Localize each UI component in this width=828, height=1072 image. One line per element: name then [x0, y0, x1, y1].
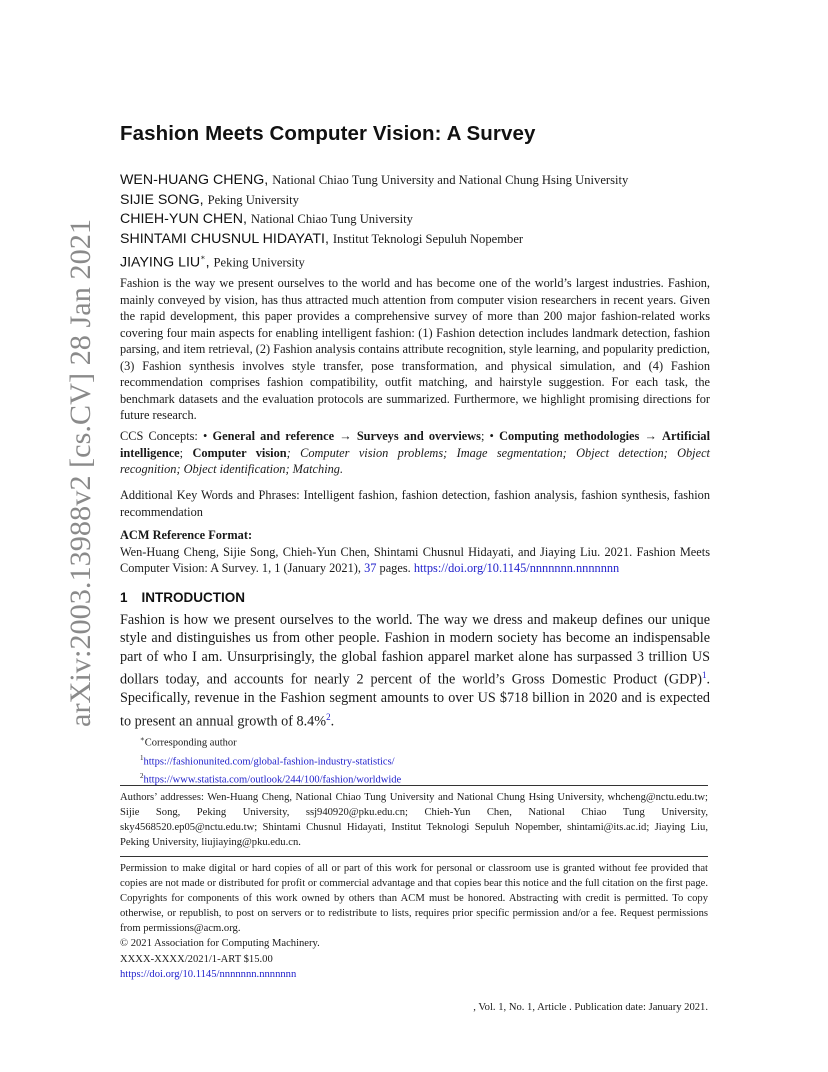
- author-name: CHIEH-YUN CHEN,: [120, 211, 247, 227]
- ccs-subconcepts: ; Computer vision problems; Image segmentation; Object detection; Object recognition; Object identification; Matching.: [120, 445, 710, 476]
- footnote-ref-2[interactable]: 2: [326, 711, 331, 722]
- keywords: Additional Key Words and Phrases: Intelligent fashion, fashion detection, fashion analysis, fashion synthesis, fashion recommendation: [120, 488, 710, 519]
- ccs-concept: Surveys and overviews: [356, 429, 481, 443]
- footnotes: [140, 732, 710, 788]
- ccs-concept: Computing methodologies: [499, 429, 640, 443]
- author-addresses: Authors’ addresses: Wen-Huang Cheng, National Chiao Tung University and National Chung Hsing University, whcheng@nctu.edu.tw; Sijie Song, Peking University, ssj940920@pku.edu.cn; Chieh-Yun Chen, National Chiao Tung University, sky4568520.ep05@nctu.edu.tw; Shintami Chusnul Hidayati, Institut Teknologi Sepuluh Nopember, shintami@its.ac.id; Jiaying Liu, Peking University, liujiaying@pku.edu.cn.: [120, 792, 708, 848]
- author-name: SHINTAMI CHUSNUL HIDAYATI,: [120, 230, 329, 247]
- arxiv-identifier: [54, 215, 104, 730]
- acm-reference: [120, 527, 710, 577]
- permission-notice: Permission to make digital or hard copies of all or part of this work for personal or classroom use is granted without fee provided that copies are not made or distributed for profit or commercial advantage and that copies bear this notice and the full citation on the first page. Copyrights for components of this work owned by others than ACM must be honored. Abstracting with credit is permitted. To copy otherwise, or republish, to post on servers or to redistribute to lists, requires prior specific permission and/or a fee. Request permissions from permissions@acm.org.: [120, 863, 708, 934]
- ccs-separator: ;: [179, 445, 184, 460]
- author-list: [120, 170, 720, 271]
- author-name: WEN-HUANG CHENG,: [120, 172, 269, 188]
- author-affiliation: National Chiao Tung University: [250, 212, 413, 226]
- author-affiliation: Peking University: [207, 192, 299, 207]
- footnote-ref-1[interactable]: 1: [701, 670, 707, 681]
- abstract: Fashion is the way we present ourselves to the world and has become one of the world’s largest industries. Fashion, mainly conveyed by vision, has thus attracted much attention from computer vision researchers in recent years. Given the rapid development, this paper provides a comprehensive survey of more than 200 major fashion-related works covering four main aspects for enabling intelligent fashion: (1) Fashion detection includes landmark detection, fashion parsing, and item retrieval, (2) Fashion analysis contains attribute recognition, style learning, and popularity prediction, (3) Fashion synthesis involves style transfer, pose transformation, and physical simulation, and (4) Fashion recommendation comprises fashion compatibility, outfit matching, and hairstyle suggestion. For each task, the benchmark datasets and the evaluation protocols are summarized. Furthermore, we highlight promising directions for future research.: [120, 276, 710, 422]
- footnote-link[interactable]: https://www.statista.com/outlook/244/100/fashion/worldwide: [143, 774, 402, 786]
- author-entry: [120, 229, 720, 249]
- author-entry: [120, 209, 720, 229]
- acm-reference-heading: ACM Reference Format:: [120, 528, 253, 542]
- author-entry: [120, 190, 720, 210]
- author-affiliation: National Chiao Tung University and National Chung Hsing University: [272, 173, 629, 187]
- author-name: SIJIE SONG,: [120, 191, 204, 208]
- ccs-concept: General and reference: [212, 429, 335, 443]
- ccs-concept: Artificial intelligence: [120, 429, 711, 460]
- paper-title: Fashion Meets Computer Vision: A Survey: [120, 122, 536, 145]
- section-title: INTRODUCTION: [141, 590, 246, 605]
- corresponding-mark: ∗: [200, 253, 206, 262]
- section-heading: [120, 590, 245, 605]
- doi-link[interactable]: https://doi.org/10.1145/nnnnnnn.nnnnnnn: [413, 561, 620, 575]
- pages-link[interactable]: 37: [364, 561, 377, 575]
- ccs-separator: ; •: [480, 429, 494, 443]
- copyright-doi-link[interactable]: https://doi.org/10.1145/nnnnnnn.nnnnnnn: [120, 969, 297, 980]
- footnote-link[interactable]: https://fashionunited.com/global-fashion-industry-statistics/: [143, 756, 395, 767]
- divider: [120, 856, 708, 857]
- section-number: 1: [120, 590, 128, 605]
- copyright-block: [120, 936, 320, 983]
- author-affiliation: Institut Teknologi Sepuluh Nopember: [332, 231, 524, 246]
- publication-footer: , Vol. 1, No. 1, Article . Publication date: January 2021.: [473, 1002, 708, 1013]
- ccs-label: CCS Concepts: •: [120, 429, 208, 443]
- author-name: JIAYING LIU: [120, 254, 201, 271]
- ccs-concepts: CCS Concepts: • General and reference → Surveys and overviews; • Computing methodologies → Artificial intelligence; Computer vision; Computer vision problems; Image segmentation; Object detection; Object recognition; Object identification; Matching.: [120, 429, 711, 476]
- author-affiliation: Peking University: [213, 255, 305, 270]
- divider: [120, 785, 708, 786]
- author-entry: [120, 170, 720, 190]
- arxiv-id-text: arXiv:2003.13988v2 [cs.CV] 28 Jan 2021: [64, 223, 97, 727]
- copyright-line: © 2021 Association for Computing Machinery.: [120, 938, 320, 949]
- article-code: XXXX-XXXX/2021/1-ART $15.00: [120, 953, 273, 965]
- footnote: $^1$https://fashionunited.com/global-fashion-industry-statistics/: [140, 753, 395, 767]
- footnote: $^2$https://www.statista.com/outlook/244/100/fashion/worldwide: [140, 772, 402, 786]
- ccs-concept: Computer vision: [192, 445, 287, 460]
- author-entry: JIAYING LIU∗, Peking University: [120, 253, 305, 271]
- footnote: ∗Corresponding author: [140, 735, 237, 749]
- introduction-paragraph: Fashion is how we present ourselves to the world. The way we dress and makeup defines our unique style and distinguishes us from other people. Fashion in modern society has become an indispensable part of who I am. Unsurprisingly, the global fashion apparel market alone has surpassed 3 trillion US dollars today, and accounts for nearly 2 percent of the world’s Gross Domestic Product (GDP)$^1$. Specifically, revenue in the Fashion segment amounts to over US $718 billion in 2020 and is expected to present an annual growth of 8.4%$^2$.: [120, 612, 710, 730]
- acm-reference-text: Wen-Huang Cheng, Sijie Song, Chieh-Yun Chen, Shintami Chusnul Hidayati, and Jiaying Liu. 2021. Fashion Meets Computer Vision: A Survey. 1, 1 (January 2021), 37 pages. https://doi.org/10.1145/nnnnnnn.nnnnnnn: [120, 544, 710, 575]
